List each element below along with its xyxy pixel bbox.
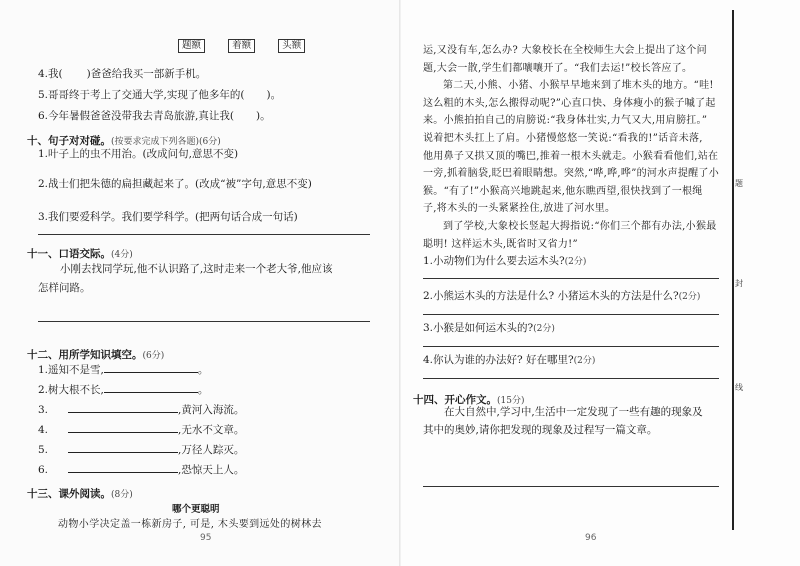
book-spine [399,0,401,566]
poem-blank[interactable] [68,402,178,413]
fill-item-5: 5.哥哥终于考上了交通大学,实现了他多年的( )。 [38,89,282,101]
sentence-task-2: 2.战士们把朱德的扁担藏起来了。(改成“被”字句,意思不变) [38,178,312,190]
word-tag: 着额 [228,39,255,53]
poem-blank[interactable] [68,462,178,473]
poem-fill-2: 2.树大根不长, 。 [38,384,209,396]
section-11-heading: 十一、口语交际。(4分) [27,248,133,260]
story-line: 第二天,小熊、小猪、小猴早早地来到了堆木头的地方。“哇! [443,80,714,92]
reading-question-1: 1.小动物们为什么要去运木头?(2分) [423,255,587,267]
story-line: 题,大会一散,学生们都嚷嚷开了。“我们去运!”校长答应了。 [423,62,693,74]
story-line: 这么粗的木头,怎么搬得动呢?”心直口快、身体瘦小的猴子嘁了起 [423,97,716,109]
sentence-task-3: 3.我们要爱科学。我们要学科学。(把两句话合成一句话) [38,211,298,223]
story-title: 哪个更聪明 [172,504,220,515]
page-number-right: 96 [585,533,597,543]
poem-fill-1: 1.遥知不是雪, 。 [38,364,209,376]
oral-prompt-line-1: 小刚去找同学玩,他不认识路了,这时走来一个老大爷,他应该 [60,263,333,275]
story-continuation [423,42,719,253]
poem-fill-3: 3. ,黄河入海流。 [38,404,245,416]
word-tags [178,33,323,53]
story-line: 一旁,抓着脑袋,眨巴着眼睛想。突然,“哗,哗,哗”的河水声提醒了小 [423,168,720,180]
page-number-left: 95 [200,533,212,543]
section-12-heading: 十二、用所学知识填空。(6分) [27,349,165,361]
section-14-heading: 十四、开心作文。(15分) [413,394,525,406]
story-line: 说着把木头扛上了肩。小猪慢悠悠一笑说:“看我的!”话音未落, [423,132,703,144]
story-line: 到了学校,大象校长竖起大拇指说:“你们三个都有办法,小猴最 [443,220,717,232]
story-line: 他用鼻子又拱又顶的嘴巴,推着一根木头就走。小猴看看他们,站在 [423,150,719,162]
reading-question-3: 3.小猴是如何运木头的?(2分) [423,322,555,334]
oral-prompt-line-2: 怎样问路。 [38,282,91,294]
fill-item-6: 6.今年暑假爸爸没带我去青岛旅游,真让我( )。 [38,110,271,122]
reading-question-2: 2.小熊运木头的方法是什么? 小猪运木头的方法是什么?(2分) [423,290,701,302]
margin-label: 线 [735,383,743,392]
answer-line[interactable] [423,378,719,379]
poem-fill-4: 4. ,无水不文章。 [38,424,245,436]
essay-prompt-line-1: 在大自然中,学习中,生活中一定发现了一些有趣的现象及 [444,406,703,418]
story-line: 聪明! 这样运木头,既省时又省力!” [423,238,578,250]
answer-line[interactable] [423,314,719,315]
story-line: 来。小熊拍拍自己的肩膀说:“我身体壮实,力气又大,用肩膀扛。” [423,115,708,127]
story-line: 运,又没有车,怎么办? 大象校长在全校师生大会上提出了这个问 [423,45,707,56]
story-line: 猴。“有了!”小猴高兴地跳起来,他东瞧西望,很快找到了一根绳 [423,185,703,197]
binding-margin-line [732,10,734,530]
story-line: 子,将木头的一头紧紧拴住,放进了河水里。 [423,203,616,215]
section-13-heading: 十三、课外阅读。(8分) [27,488,133,500]
fill-item-4: 4.我( )爸爸给我买一部新手机。 [38,68,207,80]
answer-line[interactable] [38,234,370,235]
sentence-task-1: 1.叶子上的虫不用治。(改成问句,意思不变) [38,148,239,160]
reading-question-4: 4.你认为谁的办法好? 好在哪里?(2分) [423,354,596,366]
answer-line[interactable] [423,486,719,487]
poem-blank[interactable] [104,382,198,393]
poem-blank[interactable] [104,362,198,373]
poem-fill-6: 6. ,恐惊天上人。 [38,464,245,476]
poem-fill-5: 5. ,万径人踪灭。 [38,444,245,456]
word-tag: 头额 [278,39,305,53]
story-line: 动物小学决定盖一栋新房子, 可是, 木头要到远处的树林去 [58,519,322,530]
poem-blank[interactable] [68,422,178,433]
essay-prompt-line-2: 其中的奥妙,请你把发现的现象及过程写一篇文章。 [423,424,658,436]
answer-line[interactable] [38,321,370,322]
word-tag: 题额 [178,39,205,53]
margin-label: 封 [735,279,743,288]
margin-label: 题 [735,179,743,188]
poem-blank[interactable] [68,442,178,453]
answer-line[interactable] [423,346,719,347]
section-10-heading: 十、句子对对碰。(按要求完成下列各题)(6分) [27,135,221,147]
answer-line[interactable] [423,278,719,279]
